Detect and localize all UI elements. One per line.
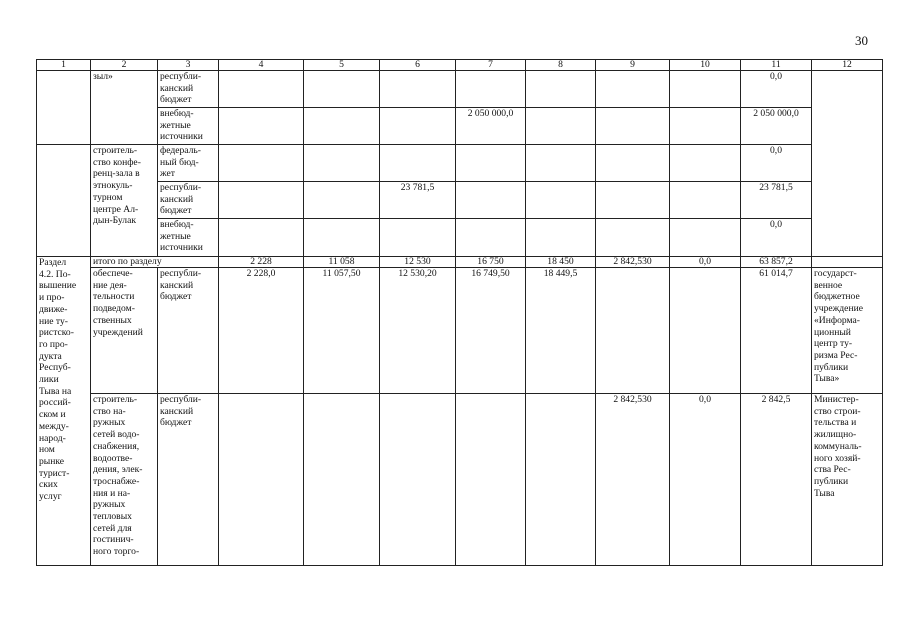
col-header: 2	[91, 60, 158, 71]
cell-funding-source: республи- канский бюджет	[158, 268, 219, 394]
cell-section	[37, 71, 91, 145]
cell-value: 0,0	[670, 394, 741, 566]
cell-value: 12 530	[380, 257, 456, 268]
cell-section	[37, 145, 91, 257]
cell-measure: зыл»	[91, 71, 158, 145]
table-row	[37, 145, 883, 182]
table-row	[37, 182, 883, 219]
cell-funding-source: федераль- ный бюд- жет	[158, 145, 219, 182]
cell-total: 23 781,5	[741, 182, 812, 219]
cell-total: 0,0	[741, 145, 812, 182]
cell-value: 0,0	[670, 257, 741, 268]
cell-value: 2 228	[219, 257, 304, 268]
col-header: 3	[158, 60, 219, 71]
col-header: 11	[741, 60, 812, 71]
cell-funding-source: внебюд- жетные источники	[158, 219, 219, 257]
col-header: 8	[526, 60, 596, 71]
col-header: 12	[812, 60, 883, 71]
cell-measure: строитель- ство конфе- ренц-зала в этнокуль- турном центре Ал- дын-Булак	[91, 145, 158, 257]
cell-value: 11 057,50	[304, 268, 380, 394]
table-row	[37, 394, 883, 566]
cell-value: 11 058	[304, 257, 380, 268]
cell-total: 63 857,2	[741, 257, 812, 268]
cell-section-title: Раздел 4.2. По- вышение и про- движе- ние ту- ристско- го про- дукта Респуб- лики Тыва на россий- ском и между- народ- ном рынке турист- ских услуг	[37, 257, 91, 566]
table-row-total	[37, 257, 883, 268]
col-header: 6	[380, 60, 456, 71]
col-header: 5	[304, 60, 380, 71]
col-header: 4	[219, 60, 304, 71]
cell-value: 18 450	[526, 257, 596, 268]
page-number: 30	[855, 33, 868, 48]
cell-funding-source: республи- канский бюджет	[158, 394, 219, 566]
table-row	[37, 219, 883, 257]
cell-value: 2 228,0	[219, 268, 304, 394]
cell-funding-source: республи- канский бюджет	[158, 182, 219, 219]
cell-measure: обеспече- ние дея- тельности подведом- ственных учреждений	[91, 268, 158, 394]
cell-total: 0,0	[741, 71, 812, 108]
table-row	[37, 108, 883, 145]
cell-executor: Министер- ство строи- тельства и жилищно- коммуналь- ного хозяй- ства Рес- публики Тыва	[812, 394, 883, 566]
cell-funding-source: республи- канский бюджет	[158, 71, 219, 108]
cell-value: 12 530,20	[380, 268, 456, 394]
cell-value: 2 842,530	[596, 394, 670, 566]
cell-total: 2 050 000,0	[741, 108, 812, 145]
cell-executor: государст- венное бюджетное учреждение «Информа- ционный центр ту- ризма Рес- публики Тыва»	[812, 268, 883, 394]
column-numbers-row	[37, 60, 883, 71]
table-row	[37, 71, 883, 108]
budget-table	[36, 59, 883, 566]
cell-executor	[812, 71, 883, 257]
col-header: 9	[596, 60, 670, 71]
cell-measure: строитель- ство на- ружных сетей водо- снабжения, водоотве- дения, элек- троснабже- ния и на- ружных тепловых сетей для гостинич- ного торго-	[91, 394, 158, 566]
cell-total: 61 014,7	[741, 268, 812, 394]
col-header: 7	[456, 60, 526, 71]
table-row	[37, 268, 883, 394]
cell-funding-source: внебюд- жетные источники	[158, 108, 219, 145]
col-header: 1	[37, 60, 91, 71]
cell-value: 23 781,5	[380, 182, 456, 219]
cell-executor	[812, 257, 883, 268]
cell-value: 2 842,530	[596, 257, 670, 268]
cell-value: 16 750	[456, 257, 526, 268]
cell-value: 2 050 000,0	[456, 108, 526, 145]
cell-total-label: итого по разделу	[91, 257, 219, 268]
col-header: 10	[670, 60, 741, 71]
cell-total: 2 842,5	[741, 394, 812, 566]
cell-total: 0,0	[741, 219, 812, 257]
cell-value: 18 449,5	[526, 268, 596, 394]
cell-value: 16 749,50	[456, 268, 526, 394]
